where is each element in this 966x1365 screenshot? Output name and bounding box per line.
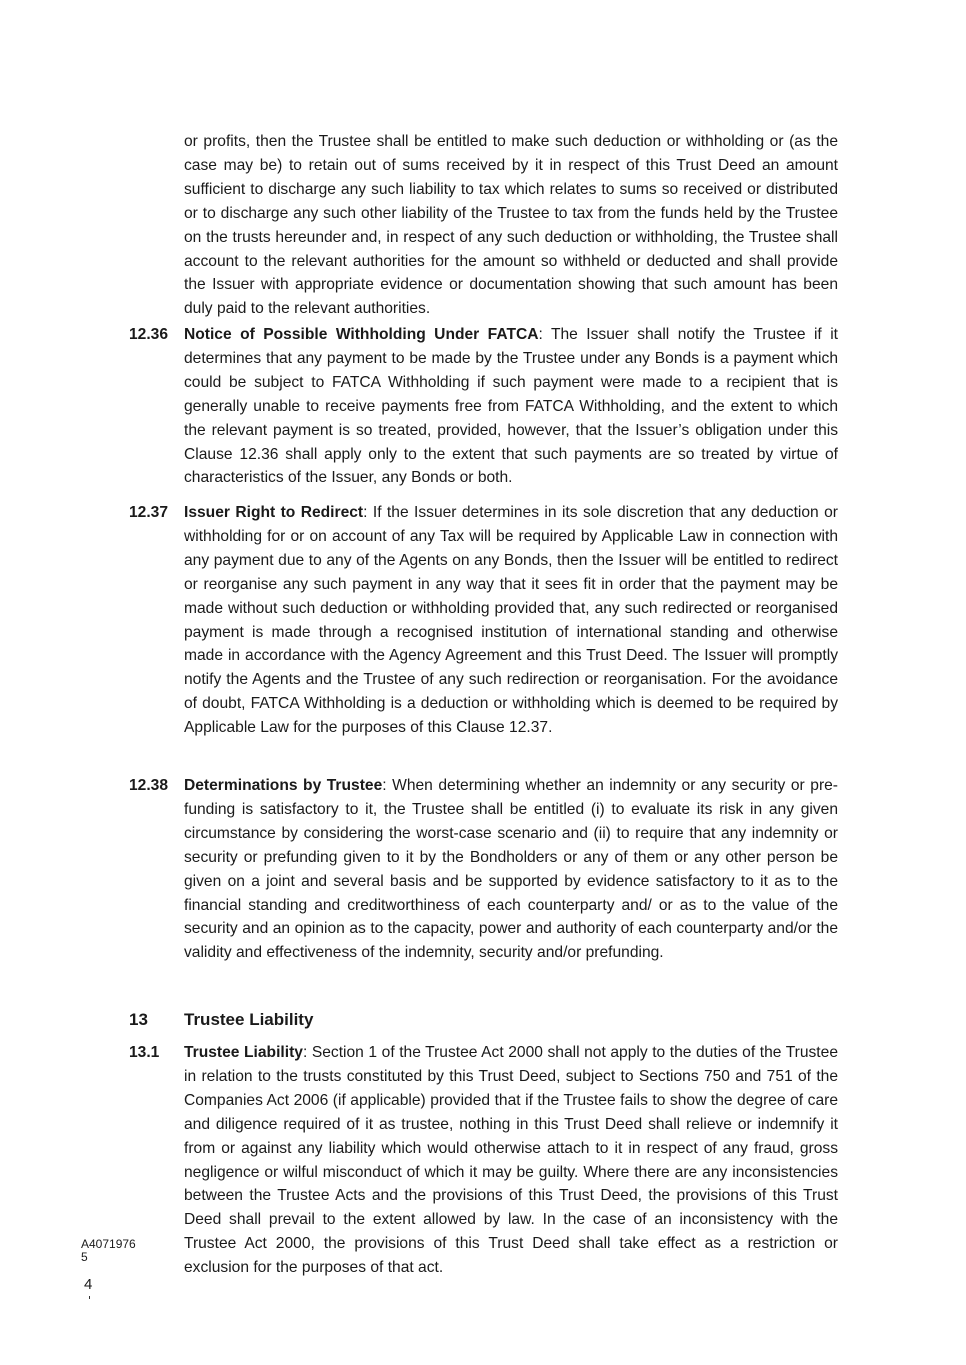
section-number: 13 bbox=[129, 1010, 148, 1029]
clause-number: 12.37 bbox=[129, 504, 169, 521]
page-number: 4 bbox=[84, 1276, 93, 1293]
clause-text bbox=[184, 501, 838, 740]
clause-body: : Section 1 of the Trustee Act 2000 shall not apply to the duties of the Trustee in relation to the trusts constituted by this Trust Deed, subject to Sections 750 and 751 of the Companies Act 2006 (if applicable) provided that if the Trustee fails to show the degree of care and diligence required of it as trustee, nothing in this Trust Deed shall relieve or indemnify it from or against any liability which would otherwise attach to it in respect of any fraud, gross negligence or wilful misconduct of which it may be guilty. Where there are any inconsistencies between the Trustee Acts and the provisions of this Trust Deed, the provisions of this Trust Deed shall prevail to the extent allowed by law. In the case of an inconsistency with the Trustee Act 2000, the provisions of this Trust Deed shall take effect as a restriction or exclusion for the purposes of that act. bbox=[184, 1044, 838, 1277]
clause-text bbox=[184, 323, 838, 490]
document-reference-line1: A4071976 bbox=[81, 1237, 136, 1251]
clause-13-1 bbox=[129, 1041, 838, 1280]
clause-12-38 bbox=[129, 774, 838, 965]
clause-number: 12.36 bbox=[129, 326, 169, 343]
continuation-paragraph bbox=[129, 130, 838, 321]
continuation-text: or profits, then the Trustee shall be entitled to make such deduction or withholding or (as the case may be) to retain out of sums received by it in respect of this Trust Deed an amount sufficient to discharge any such liability to tax which relates to sums so received or distributed or to discharge any such other liability of the Trustee to tax from the funds held by the Trustee on the trusts hereunder and, in respect of any such deduction or withholding, the Trustee shall account to the relevant authorities for the amount so withheld or deducted and shall provide the Issuer with appropriate evidence or documentation showing that such amount has been duly paid to the relevant authorities. bbox=[184, 133, 838, 318]
clause-title: Notice of Possible Withholding Under FATCA bbox=[184, 326, 539, 343]
clause-body: : If the Issuer determines in its sole discretion that any deduction or withholding for or on account of any Tax will be required by Applicable Law in connection with any payment due to any of the Agents on any Bonds, then the Issuer will be entitled to redirect or reorganise any such payment in any way that it sees fit in order that the payment may be made without such deduction or withholding provided that, any such redirected or reorganised payment is made through a recognised institution of international standing and otherwise made in accordance with the Agency Agreement and this Trust Deed. The Issuer will promptly notify the Agents and the Trustee of any such redirection or reorganisation. For the avoidance of doubt, FATCA Withholding is a deduction or withholding which is deemed to be required by Applicable Law for the purposes of this Clause 12.37. bbox=[184, 504, 838, 737]
clause-text bbox=[184, 774, 838, 965]
clause-title: Issuer Right to Redirect bbox=[184, 504, 364, 521]
clause-title: Determinations by Trustee bbox=[184, 777, 383, 794]
clause-body: : When determining whether an indemnity or any security or pre-funding is satisfactory to it, the Trustee shall be entitled (i) to evaluate its risk in any given circumstance by considering the worst-case scenario and (ii) to require that any indemnity or security or prefunding given to it by the Bondholders or any of them or any other person be given on a joint and several basis and be supported by evidence satisfactory to it as to the financial standing and creditworthiness of each counterparty and/ or as to the value of the security and an opinion as to the capacity, power and authority of each counterparty and/or the validity and effectiveness of the indemnity, security and/or prefunding. bbox=[184, 777, 839, 962]
document-reference bbox=[81, 1238, 136, 1264]
clause-title: Trustee Liability bbox=[184, 1044, 303, 1061]
document-reference-line2: 5 bbox=[81, 1250, 88, 1264]
clause-12-36 bbox=[129, 323, 838, 490]
clause-text bbox=[184, 1041, 838, 1280]
clause-number: 13.1 bbox=[129, 1044, 160, 1061]
clause-number: 12.38 bbox=[129, 777, 169, 794]
clause-12-37 bbox=[129, 501, 838, 740]
section-title: Trustee Liability bbox=[184, 1010, 314, 1029]
clause-body: : The Issuer shall notify the Trustee if it determines that any payment to be made by the Trustee under any Bonds is a payment which could be subject to FATCA Withholding if such payment were made to a recipient that is generally unable to receive payments free from FATCA Withholding, and the extent to which the relevant payment is so treated, provided, however, that the Issuer’s obligation under this Clause 12.36 shall apply only to the extent that such payments are so treated by virtue of characteristics of the Issuer, any Bonds or both. bbox=[184, 326, 838, 487]
page-number-mark bbox=[89, 1296, 90, 1299]
